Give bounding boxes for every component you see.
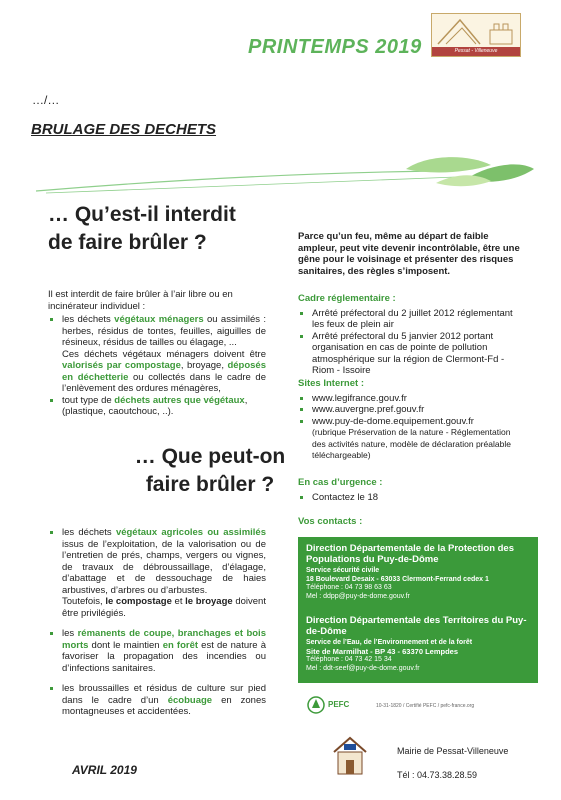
pefc-logo	[306, 696, 366, 714]
text: est de nature à favoriser la propagation des incendies ou d’infections sanitaires.	[62, 639, 266, 674]
contact-service: Service de l’Eau, de l’Environnement et de la forêt	[306, 639, 473, 646]
footer-mairie: Mairie de Pessat-Villeneuve	[397, 746, 509, 756]
text: dont le maintien	[88, 639, 163, 651]
highlight: déposés en déchetterie	[62, 360, 266, 383]
text: doivent être privilégiés.	[62, 596, 266, 619]
highlight: rémanents de coupe, branchages et bois morts	[62, 628, 266, 651]
heading-allowed-line2: faire brûler ?	[145, 473, 275, 496]
allowed-block	[48, 527, 266, 718]
contact-service: Service sécurité civile	[306, 567, 380, 574]
list-item	[62, 314, 266, 395]
regulation-title: Cadre réglementaire :	[298, 293, 396, 304]
highlight: écobuage	[167, 694, 213, 706]
text: Ces déchets végétaux ménagers doivent être	[62, 348, 266, 360]
text: , (plastique, caoutchouc, ..).	[62, 394, 248, 417]
website-url[interactable]: www.puy-de-dome.equipement.gouv.fr	[312, 415, 474, 427]
text: ou assimilés : herbes, résidus de tontes, feuilles, aiguilles de résineux, résidus de tailles ou élagage, ...	[62, 314, 267, 348]
pefc-note: 10-31-1820 / Certifié PEFC / pefc-france.org	[376, 703, 475, 709]
text: tout type de	[62, 394, 115, 406]
heading-forbidden	[48, 201, 236, 257]
emergency-block	[298, 477, 524, 503]
text: et	[171, 596, 186, 607]
text: les déchets	[62, 527, 116, 538]
list-item	[62, 395, 266, 418]
highlight: déchets autres que végétaux	[114, 394, 245, 406]
contact-email[interactable]: Mel : ddt-seef@puy-de-dome.gouv.fr	[306, 664, 420, 672]
contact-phone: Téléphone : 04 73 42 15 34	[306, 656, 392, 663]
contact-title: Direction Départementale de la Protection des Populations du Puy-de-Dôme	[306, 543, 515, 565]
text: , broyage,	[180, 360, 228, 371]
heading-allowed-line1: … Que peut-on	[134, 445, 286, 468]
highlight: le compostage	[105, 596, 172, 607]
heading-forbidden-line2: de faire brûler ?	[48, 231, 207, 254]
websites-title: Sites Internet :	[298, 378, 364, 389]
text: les déchets	[62, 314, 115, 325]
footer-phone: Tél : 04.73.38.28.59	[397, 770, 478, 780]
list-item	[62, 683, 266, 718]
tree-icon	[306, 696, 326, 714]
contact-title: Direction Départementale des Territoires du Puy-de-Dôme	[306, 615, 527, 637]
contact-ddpp	[306, 543, 534, 601]
page-header-title: PRINTEMPS 2019	[248, 36, 422, 58]
footer-date: AVRIL 2019	[72, 763, 137, 777]
regulation-block	[298, 293, 524, 377]
contacts-box	[298, 537, 538, 683]
leaf-swoosh-decoration	[36, 155, 536, 195]
right-intro: Parce qu’un feu, même au départ de faible ampleur, peut vite devenir incontrôlable, être une gêne pour le voisinage et présenter des risques sanitaires, des règles s’imposent.	[298, 231, 520, 277]
contact-address: 18 Boulevard Desaix - 63033 Clermont-Ferrand cedex 1	[306, 575, 489, 583]
highlight: le broyage	[185, 596, 233, 607]
contact-ddt	[306, 615, 534, 673]
highlight: végétaux agricoles ou assimilés	[115, 527, 266, 538]
forbidden-intro: Il est interdit de faire brûler à l’air libre ou en incinérateur individuel :	[48, 289, 233, 312]
emergency-title: En cas d’urgence :	[298, 477, 383, 488]
commune-logo	[431, 13, 521, 57]
text: les	[62, 628, 78, 639]
website-link[interactable]	[312, 416, 524, 462]
highlight: valorisés par compostage	[62, 360, 181, 371]
text: ou collectés dans le cadre de l’enlèvement des ordures ménagères,	[62, 371, 266, 394]
contact-phone: Téléphone : 04 73 98 63 63	[306, 584, 392, 591]
text: issus de l’exploitation, de la valorisation ou de l’entretien de prés, champs, vergers ou vignes, de travaux de débroussaillage, d’élagage, d’abattage et de dessouchage de haies arbustives, d’arbres ou d’arbustes.	[62, 538, 266, 596]
list-item	[62, 527, 266, 619]
websites-block	[298, 378, 524, 462]
contact-email[interactable]: Mel : ddpp@puy-de-dome.gouv.fr	[306, 592, 410, 600]
highlight: en forêt	[162, 639, 199, 651]
text: les broussailles et résidus de culture sur pied dans le cadre d’un	[62, 683, 266, 706]
list-item: ▪ Contactez le 18	[312, 492, 524, 504]
website-link[interactable]: ▪ www.legifrance.gouv.fr	[312, 393, 524, 405]
contacts-title: Vos contacts :	[298, 516, 363, 527]
section-title: BRULAGE DES DECHETS	[31, 121, 217, 138]
town-hall-icon	[332, 736, 368, 776]
highlight: végétaux ménagers	[114, 314, 204, 325]
text: en zones montagneuses et accidentées.	[62, 694, 266, 717]
continuation-mark: …/…	[32, 93, 60, 107]
website-link[interactable]: ▪ www.auvergne.pref.gouv.fr	[312, 404, 524, 416]
contact-address: Site de Marmilhat - BP 43 - 63370 Lempdes	[306, 646, 459, 656]
forbidden-block	[48, 289, 266, 418]
text: Toutefois,	[62, 596, 106, 607]
village-landscape-icon	[432, 14, 520, 47]
pefc-label: PEFC	[328, 700, 350, 709]
list-item: ▪ Arrêté préfectoral du 5 janvier 2012 portant organisation en cas de pointe de pollution atmosphérique sur la région de Clermont-Fd - Riom - Issoire	[312, 331, 524, 377]
website-note: (rubrique Préservation de la nature - Réglementation des activités nature, modèle de déclaration préalable téléchargeable)	[312, 427, 511, 460]
list-item	[62, 628, 266, 674]
heading-allowed	[130, 443, 290, 499]
heading-forbidden-line1: … Qu’est-il interdit	[48, 203, 236, 226]
logo-text: Pessat - Villeneuve	[432, 47, 520, 56]
list-item: ▪ Arrêté préfectoral du 2 juillet 2012 réglementant les feux de plein air	[312, 308, 524, 331]
